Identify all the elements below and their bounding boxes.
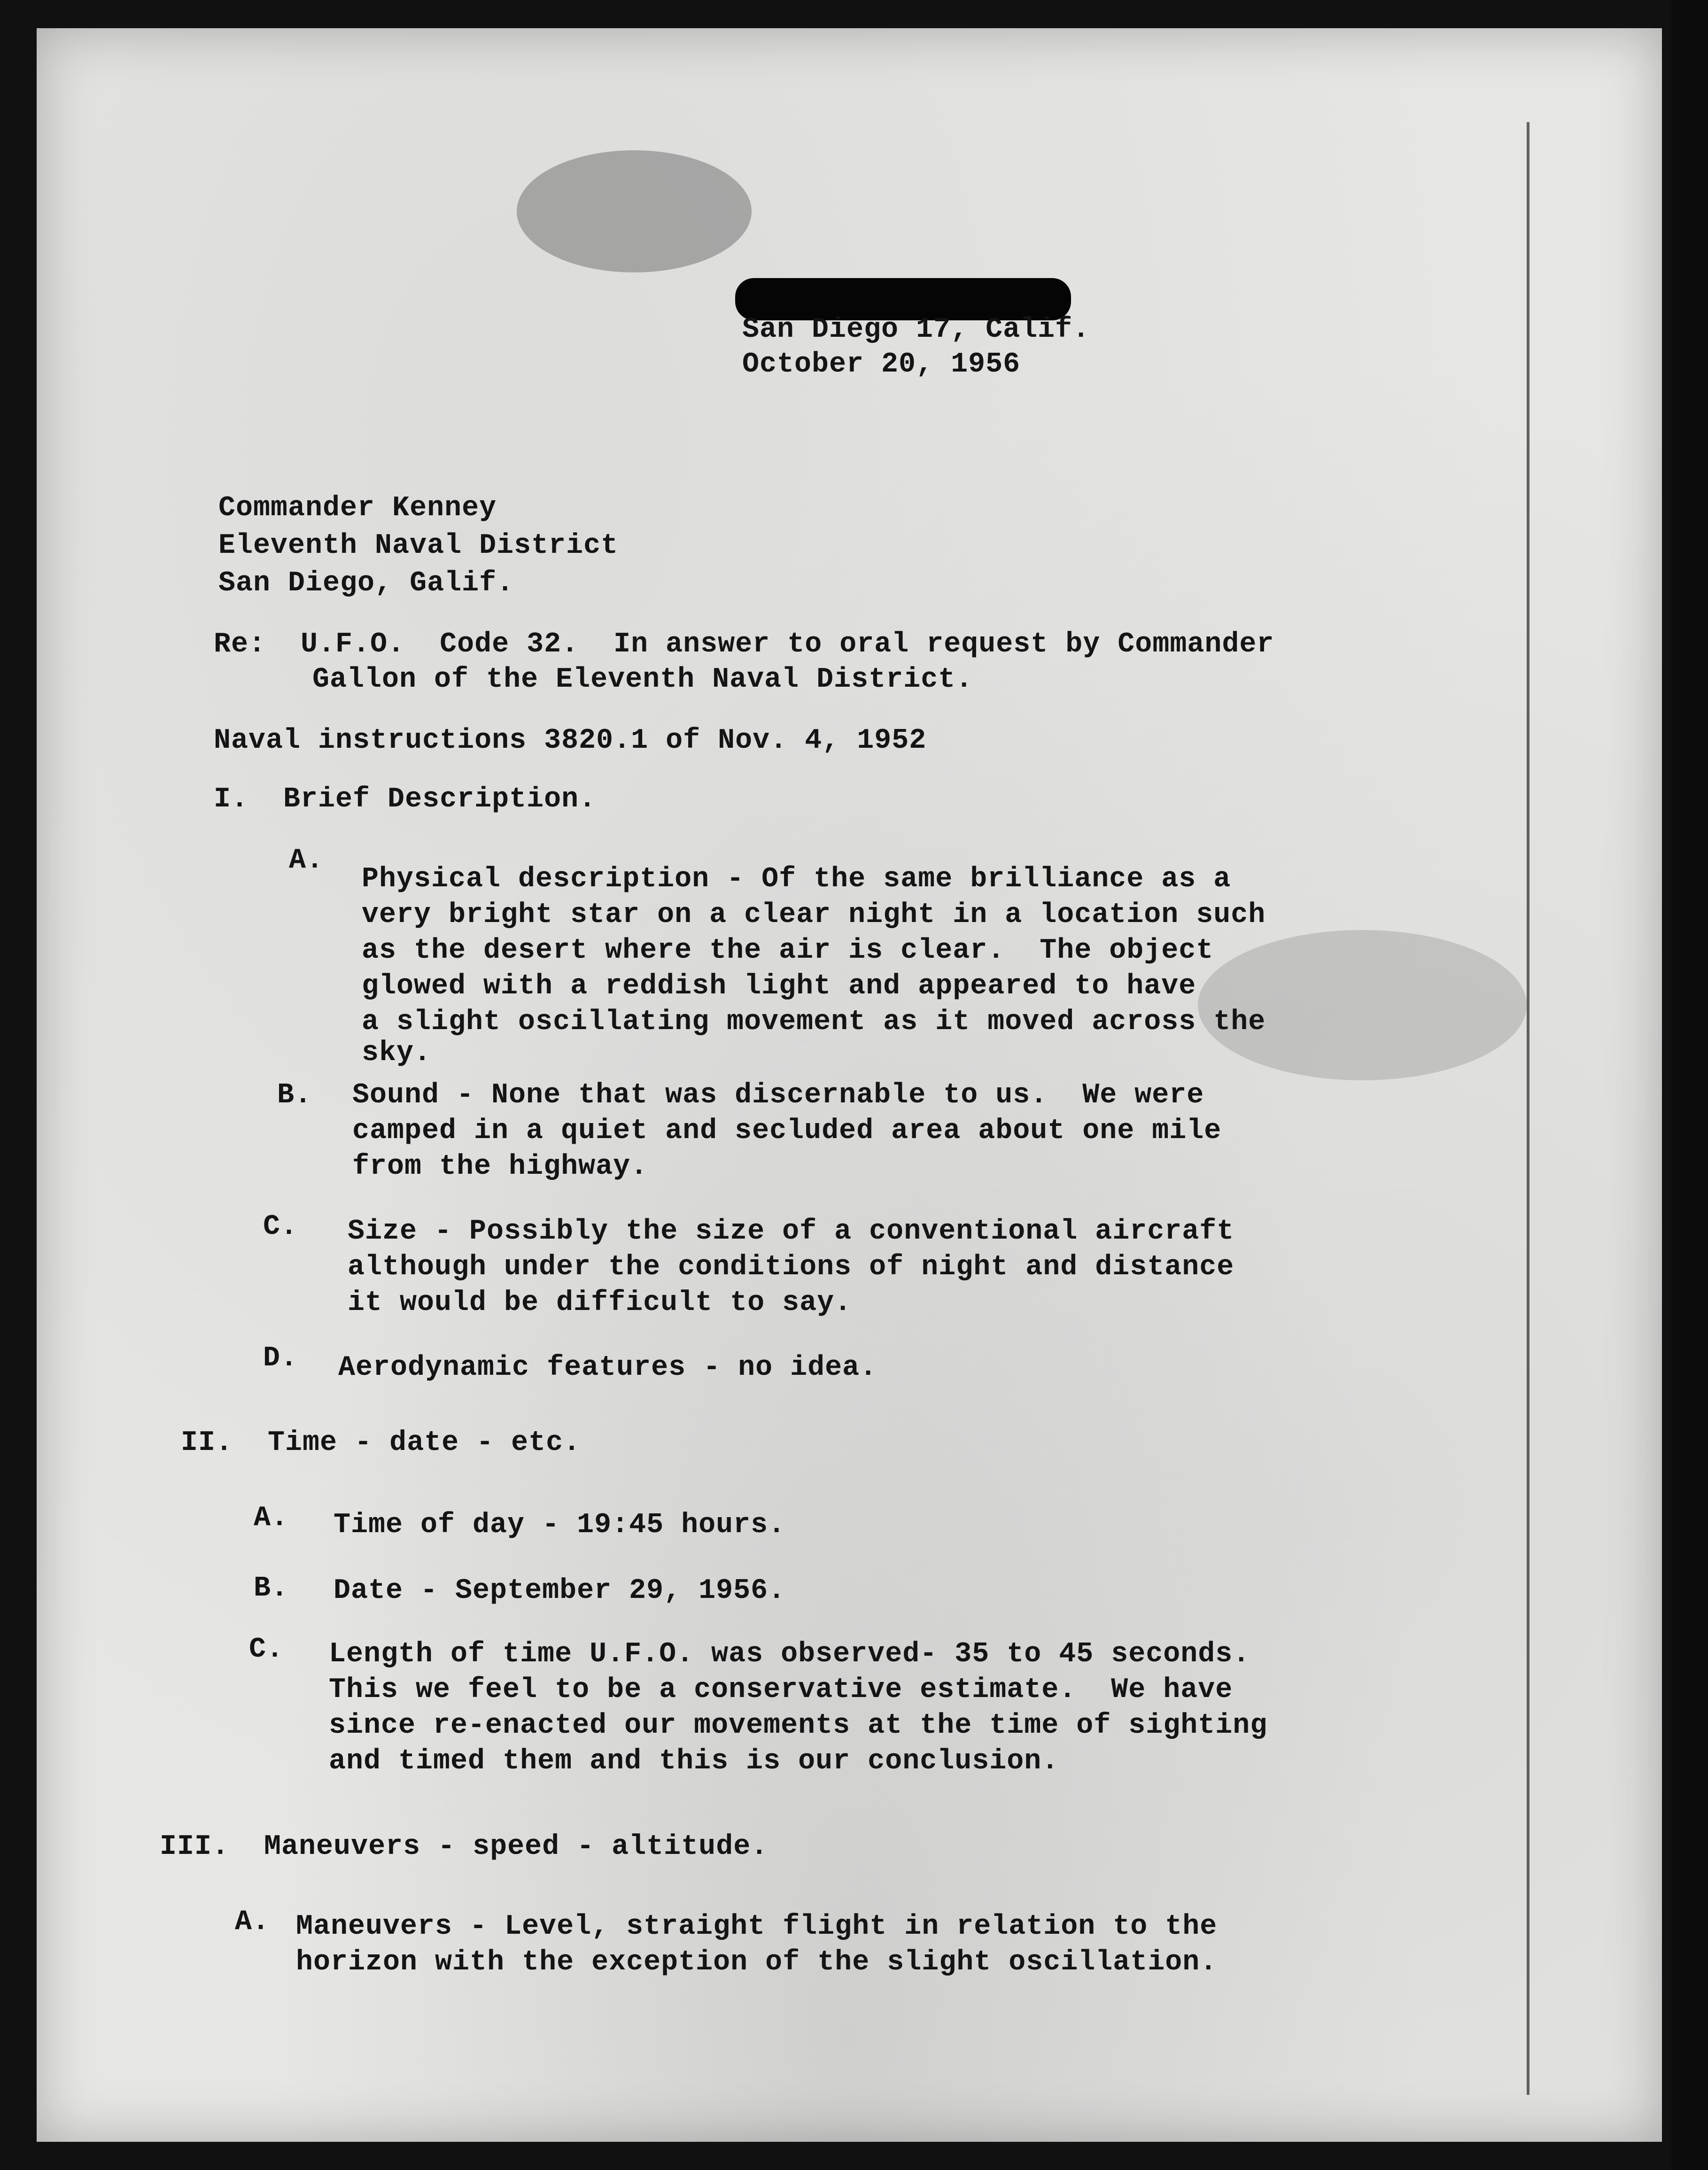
- section-3-heading: III. Maneuvers - speed - altitude.: [160, 1831, 769, 1863]
- section-2-heading: II. Time - date - etc.: [181, 1427, 581, 1459]
- section-2c-line: Length of time U.F.O. was observed- 35 to 45 seconds.: [329, 1638, 1250, 1670]
- section-2c-line: since re-enacted our movements at the time of sighting: [329, 1710, 1268, 1742]
- section-2a-marker: A.: [254, 1502, 289, 1534]
- section-3a-line: horizon with the exception of the slight oscillation.: [296, 1946, 1218, 1978]
- section-1b-line: from the highway.: [352, 1151, 648, 1183]
- addressee-city: San Diego, Galif.: [218, 567, 514, 599]
- section-2c-line: This we feel to be a conservative estimate. We have: [329, 1674, 1233, 1706]
- section-2b-marker: B.: [254, 1573, 289, 1604]
- section-1c-line: Size - Possibly the size of a conventional aircraft: [348, 1216, 1234, 1248]
- re-line-2: Gallon of the Eleventh Naval District.: [312, 664, 973, 696]
- re-line-1: Re: U.F.O. Code 32. In answer to oral request by Commander: [214, 628, 1274, 660]
- section-1a-marker: A.: [289, 845, 324, 876]
- section-1b-line: camped in a quiet and secluded area about one mile: [352, 1115, 1222, 1147]
- header-place: San Diego 17, Calif.: [742, 314, 1090, 346]
- section-2b-line: Date - September 29, 1956.: [334, 1575, 786, 1607]
- addressee-name: Commander Kenney: [218, 492, 497, 524]
- section-1a-line: as the desert where the air is clear. The object: [362, 935, 1214, 967]
- scan-border: [1671, 0, 1708, 2170]
- section-1d-marker: D.: [263, 1342, 298, 1374]
- section-1a-line: glowed with a reddish light and appeared to have: [362, 970, 1196, 1002]
- section-3a-line: Maneuvers - Level, straight flight in relation to the: [296, 1911, 1218, 1943]
- naval-instructions: Naval instructions 3820.1 of Nov. 4, 1952: [214, 725, 927, 757]
- section-3a-marker: A.: [235, 1906, 270, 1938]
- section-1c-line: although under the conditions of night and distance: [348, 1251, 1234, 1283]
- section-1a-line: very bright star on a clear night in a location such: [362, 899, 1266, 931]
- section-1d-line: Aerodynamic features - no idea.: [338, 1352, 877, 1384]
- section-1b-line: Sound - None that was discernable to us. We were: [352, 1079, 1204, 1111]
- smudge: [517, 150, 752, 272]
- section-2c-marker: C.: [249, 1634, 284, 1666]
- section-2a-line: Time of day - 19:45 hours.: [334, 1509, 786, 1541]
- header-date: October 20, 1956: [742, 349, 1021, 380]
- section-1c-line: it would be difficult to say.: [348, 1287, 852, 1319]
- section-1c-marker: C.: [263, 1211, 298, 1243]
- page-fold-line: [1527, 122, 1529, 2095]
- section-1a-line: sky.: [362, 1037, 432, 1069]
- addressee-district: Eleventh Naval District: [218, 530, 619, 562]
- section-1b-marker: B.: [277, 1079, 312, 1111]
- section-1-heading: I. Brief Description.: [214, 783, 597, 815]
- section-1a-line: Physical description - Of the same brilliance as a: [362, 863, 1231, 895]
- section-2c-line: and timed them and this is our conclusion.: [329, 1745, 1059, 1777]
- section-1a-line: a slight oscillating movement as it moved across the: [362, 1006, 1266, 1038]
